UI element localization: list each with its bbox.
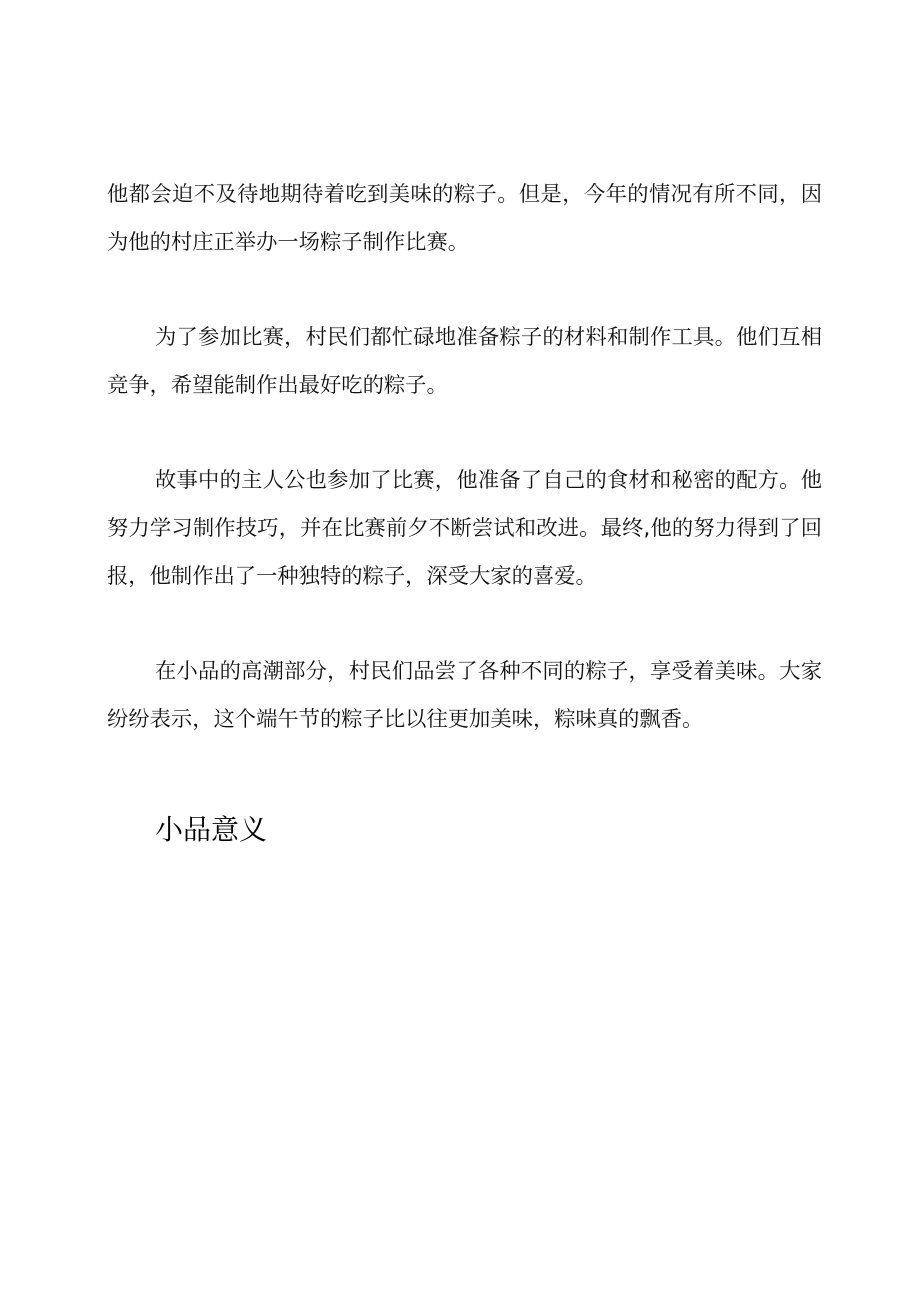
paragraph (107, 457, 822, 601)
document-body (107, 171, 822, 854)
paragraph-line: 报，他制作出了一种独特的粽子，深受大家的喜爱。 (107, 564, 597, 589)
paragraph-line: 竞争，希望能制作出最好吃的粽子。 (107, 373, 448, 398)
paragraph-line: 为了参加比赛，村民们都忙碌地准备粽子的材料和制作工具。他们互相 (155, 325, 822, 350)
paragraph-line: 在小品的高潮部分，村民们品尝了各种不同的粽子，享受着美味。大家 (155, 659, 822, 684)
paragraph-line: 纷纷表示，这个端午节的粽子比以往更加美味，粽味真的飘香。 (107, 707, 704, 732)
section-heading: 小品意义 (155, 813, 268, 846)
paragraph (107, 314, 822, 410)
paragraph (107, 648, 822, 744)
paragraph-line: 他都会迫不及待地期待着吃到美味的粽子。但是，今年的情况有所不同，因 (107, 182, 822, 207)
paragraph-line: 努力学习制作技巧，并在比赛前夕不断尝试和改进。最终,他的努力得到了回 (107, 516, 822, 541)
paragraph-line: 为他的村庄正举办一场粽子制作比赛。 (107, 230, 470, 255)
paragraph (107, 171, 822, 267)
paragraph-line: 故事中的主人公也参加了比赛，他准备了自己的食材和秘密的配方。他 (155, 468, 822, 493)
